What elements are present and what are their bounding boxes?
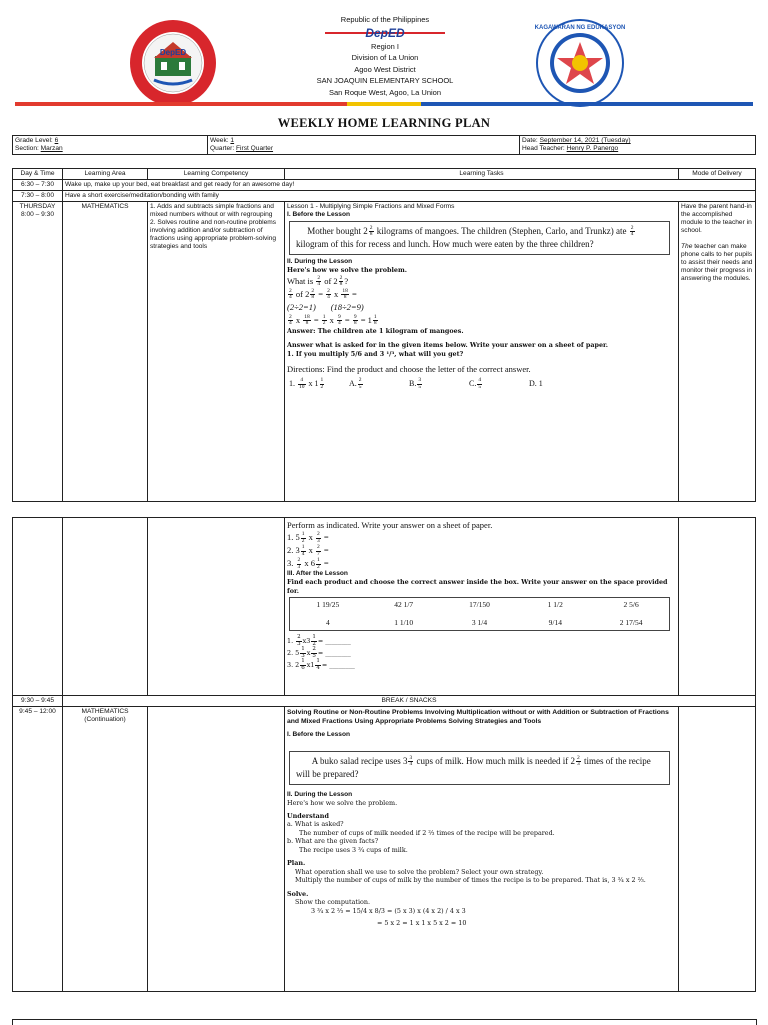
answer-line: Answer: The children ate 1 kilogram of mangoes.	[287, 326, 464, 335]
answer-option: 17/150	[469, 600, 490, 610]
division-line: Division of La Union	[351, 53, 419, 62]
grade-value: 6	[54, 137, 59, 144]
republic-line: Republic of the Philippines	[340, 15, 430, 24]
date-label: Date:	[522, 137, 538, 144]
fraction: $\frac{2}{4}$	[327, 287, 330, 301]
computation-line: = 5 x 2 = 1 x 1 x 5 x 2 = 10	[377, 919, 467, 927]
letterhead	[250, 14, 520, 98]
how-line: Here's how we solve the problem.	[287, 799, 398, 807]
fraction: $\frac{18}{8}$	[342, 287, 348, 301]
fraction: $\frac{1}{2}$	[322, 313, 326, 327]
competency-cell	[148, 202, 285, 502]
area-label: MATHEMATICS	[81, 708, 129, 715]
empty-cell	[148, 518, 285, 696]
table-header-row	[13, 169, 756, 180]
empty-cell	[679, 707, 756, 992]
mode-emphasis: The	[681, 243, 693, 250]
perform-instruction: Perform as indicated. Write your answer on a sheet of paper.	[287, 520, 493, 530]
answer-grid	[290, 600, 669, 628]
plan-text: What operation shall we use to solve the problem? Select your own strategy.	[295, 867, 544, 876]
fraction: $\frac{9}{8}$	[353, 313, 357, 327]
learning-tasks-cell	[285, 518, 679, 696]
col-header: Learning Competency	[148, 169, 285, 180]
blank-item: 2. 5 $\frac{1}{3}$ x $\frac{2}{5}$ = ________	[287, 646, 351, 659]
break-cell: BREAK / SNACKS	[63, 696, 756, 707]
problem-text: kilogram of this for recess and lunch. How much were eaten by the three children?	[296, 239, 594, 249]
fraction: $\frac{2}{4}$	[289, 287, 292, 301]
col-header: Learning Area	[63, 169, 148, 180]
info-table	[12, 135, 756, 155]
week-cell	[208, 136, 520, 155]
math-step	[287, 301, 676, 314]
plan-text: Multiply the number of cups of milk by the number of times the recipe is to be prepared. That is, 3 ¾ x 2 ⅔.	[295, 876, 646, 884]
day-time-cell	[13, 202, 63, 502]
time-cell: 7:30 – 8:00	[13, 191, 63, 202]
understand-a: a. What is asked?	[287, 820, 344, 828]
break-row	[13, 696, 756, 707]
next-page-edge	[12, 1019, 757, 1025]
mode-text: Have the parent hand-in the accomplished module to the teacher in school.	[681, 203, 752, 234]
blank-item: 3. 2 $\frac{1}{6}$ x1 $\frac{1}{4}$ = ________	[287, 658, 355, 671]
fraction: $\frac{2}{4}$	[317, 274, 321, 288]
fraction: $\frac{2}{8}$	[339, 274, 343, 288]
svg-text:DepED: DepED	[159, 48, 187, 57]
time-cell: 9:45 – 12:00	[13, 707, 63, 992]
district-line: Agoo West District	[354, 64, 416, 74]
problem-box	[289, 221, 670, 255]
time-label: 8:00 – 9:30	[21, 211, 54, 218]
competency-item: 2. Solves routine and non-routine problems involving addition and/or subtraction of fractions using appropriate problem-solving strategies and tools	[150, 219, 277, 250]
section-heading: II. During the Lesson	[287, 258, 353, 265]
answer-option: 4	[326, 618, 330, 628]
answer-option: 2 5/6	[623, 600, 639, 610]
col-header: Learning Tasks	[285, 169, 679, 180]
time-cell: 9:30 – 9:45	[13, 696, 63, 707]
deped-wordmark: DepED	[365, 26, 405, 39]
fraction: $\frac{18}{8}$	[304, 313, 310, 327]
date-cell	[520, 136, 756, 155]
choices-row	[287, 377, 587, 391]
problem-text: A buko salad recipe uses 3	[311, 756, 408, 766]
answer-option: 1 1/10	[394, 618, 414, 628]
competency-item: 1. Adds and subtracts simple fractions and mixed numbers without or with regrouping	[150, 203, 274, 218]
table-row	[13, 202, 756, 502]
learning-area-cell: MATHEMATICS	[63, 202, 148, 502]
date-value: September 14, 2021 (Tuesday)	[539, 137, 631, 144]
understand-b: b. What are the given facts?	[287, 837, 379, 845]
math-text: What is	[287, 275, 314, 286]
math-step: $\frac{2}{4}$ x $\frac{18}{8}$ = $\frac{1}{2}$ x $\frac{9}{4}$ = $\frac{9}{8}$ = 1 $\frac{1}{8}$	[289, 313, 377, 327]
problem-text: Mother bought 2	[307, 226, 368, 236]
choice-item: D. 1	[529, 379, 543, 389]
math-text: (18÷2=9)	[330, 301, 364, 312]
answer-box	[289, 597, 670, 631]
exercise-item: 1. 5 $\frac{1}{2}$ x $\frac{2}{3}$ =	[287, 531, 329, 544]
fraction: $\frac{9}{4}$	[338, 313, 341, 327]
question-line: 1. If you multiply 5/6 and 3 ¹/³, what will you get?	[287, 349, 464, 358]
quarter-label: Quarter:	[210, 145, 235, 152]
plan-table	[12, 168, 756, 502]
table-row	[13, 518, 756, 696]
svg-text:KAGAWARAN NG EDUKASYON: KAGAWARAN NG EDUKASYON	[535, 25, 625, 31]
section-value: Marzan	[40, 145, 63, 152]
answer-option: 3 1/4	[471, 618, 488, 628]
exercise-item: 3. $\frac{2}{3}$ x 6 $\frac{1}{2}$ =	[287, 557, 329, 570]
area-sub: (Continuation)	[84, 716, 126, 723]
mode-body: teacher can make phone calls to her pupils to assist their needs and monitor their progress in answering the modules.	[681, 243, 753, 282]
section-heading: I. Before the Lesson	[287, 211, 351, 218]
answer-option: 1 19/25	[316, 600, 340, 610]
math-text: of 2	[324, 275, 338, 286]
find-instruction: Find each product and choose the correct answer inside the box. Write your answer on the space provided for.	[287, 578, 668, 595]
understand-b-answer: The recipe uses 3 ¾ cups of milk.	[299, 845, 408, 854]
section-heading: II. During the Lesson	[287, 791, 353, 798]
header-color-bar	[15, 102, 753, 106]
solve-heading: Solve.	[287, 889, 309, 898]
table-row	[13, 180, 756, 191]
col-header: Day & Time	[13, 169, 63, 180]
mode-of-delivery-cell	[679, 202, 756, 502]
page-title: WEEKLY HOME LEARNING PLAN	[277, 116, 491, 130]
section-heading: I. Before the Lesson	[287, 731, 351, 738]
section-label: Section:	[15, 145, 39, 152]
answer-option: 42 1/7	[394, 600, 414, 610]
deped-logo	[325, 27, 445, 39]
plan-table-continued	[12, 517, 756, 992]
lesson-title: Solving Routine or Non-Routine Problems Involving Multiplication without or with Addition or Subtraction of Fractions and Mixed Fractions Using Appropriate Problems Solving Strategies and Tools	[287, 709, 669, 725]
choice-item: C. $\frac{4}{5}$	[469, 377, 482, 390]
learning-tasks-cell	[285, 202, 679, 502]
week-value: 1	[230, 137, 235, 144]
choice-item: A. $\frac{2}{5}$	[349, 377, 362, 390]
school-logo	[128, 18, 218, 108]
fraction: $\frac{2}{8}$	[369, 224, 373, 238]
activity-cell: Have a short exercise/meditation/bonding with family	[63, 191, 756, 202]
understand-heading: Understand	[287, 811, 329, 820]
exercise-item: 2. 3 $\frac{1}{4}$ x $\frac{2}{7}$ =	[287, 544, 329, 557]
competency-cell	[148, 707, 285, 992]
understand-a-answer: The number of cups of milk needed if 2 ⅔ times of the recipe will be prepared.	[299, 828, 555, 837]
computation-line: 3 ¾ x 2 ⅔ = 15/4 x 8/3 = (5 x 3) x (4 x 2) / 4 x 3	[311, 906, 466, 915]
head-teacher-value: Henry P. Panergo	[566, 145, 619, 152]
blank-item: 1. $\frac{2}{3}$ x3 $\frac{1}{2}$ = ________	[287, 634, 351, 647]
choice-item: 1. $\frac{4}{10}$ x 1 $\frac{1}{2}$	[289, 377, 324, 390]
problem-text: kilograms of mangoes. The children (Stephen, Carlo, and Trunkz) ate	[376, 226, 627, 236]
grade-label: Grade Level:	[15, 137, 53, 144]
empty-cell	[679, 518, 756, 696]
show-line: Show the computation.	[295, 898, 371, 906]
answer-option: 2 17/54	[619, 618, 643, 628]
answer-option: 1 1/2	[547, 600, 563, 610]
school-address: San Roque West, Agoo, La Union	[328, 87, 442, 97]
instruction-line: Answer what is asked for in the given items below. Write your answer on a sheet of paper.	[287, 341, 609, 350]
quarter-value: First Quarter	[236, 145, 274, 152]
col-header: Mode of Delivery	[679, 169, 756, 180]
day-label: THURSDAY	[19, 203, 56, 210]
choice-item: B. $\frac{3}{5}$	[409, 377, 422, 390]
mode-text-2	[681, 243, 753, 283]
empty-cell	[63, 518, 148, 696]
learning-tasks-cell	[285, 707, 679, 992]
problem-text: times of the recipe will be prepared?	[296, 756, 651, 779]
empty-cell	[13, 518, 63, 696]
problem-text: cups of milk. How much milk is needed if 2	[416, 756, 575, 766]
math-step: $\frac{2}{4}$ of 2 $\frac{2}{8}$ = $\frac{2}{4}$ x $\frac{18}{8}$ =	[289, 287, 357, 301]
time-cell: 6:30 – 7:30	[13, 180, 63, 191]
fraction: $\frac{2}{4}$	[289, 313, 292, 327]
table-row	[13, 191, 756, 202]
school-name: SAN JOAQUIN ELEMENTARY SCHOOL	[316, 76, 454, 85]
lesson-title: Lesson 1 - Multiplying Simple Fractions and Mixed Forms	[287, 203, 455, 210]
deped-seal	[535, 18, 625, 108]
math-text: (2÷2=1)	[287, 301, 316, 312]
fraction: $\frac{1}{8}$	[373, 313, 377, 327]
problem-box: A buko salad recipe uses 3 $\frac{3}{4}$ cups of milk. How much milk is needed if 2 $\frac{2}{3}$ times of the recipe will be prepared?	[289, 751, 670, 785]
week-label: Week:	[210, 137, 229, 144]
fraction: $\frac{2}{8}$	[311, 287, 315, 301]
section-heading: III. After the Lesson	[287, 570, 348, 578]
table-row	[13, 707, 756, 992]
region-line: Region I	[371, 41, 399, 51]
math-question: What is $\frac{2}{4}$ of 2 $\frac{2}{8}$ ?	[287, 274, 349, 288]
directions-line: Directions: Find the product and choose the letter of the correct answer.	[287, 364, 531, 375]
fraction: $\frac{2}{4}$	[630, 224, 634, 238]
solve-intro: Here's how we solve the problem.	[287, 266, 407, 274]
grade-cell	[13, 136, 208, 155]
answer-option: 9/14	[548, 618, 562, 628]
learning-area-cell	[63, 707, 148, 992]
plan-heading: Plan.	[287, 859, 306, 867]
head-teacher-label: Head Teacher:	[522, 145, 565, 152]
activity-cell: Wake up, make up your bed, eat breakfast and get ready for an awesome day!	[63, 180, 756, 191]
